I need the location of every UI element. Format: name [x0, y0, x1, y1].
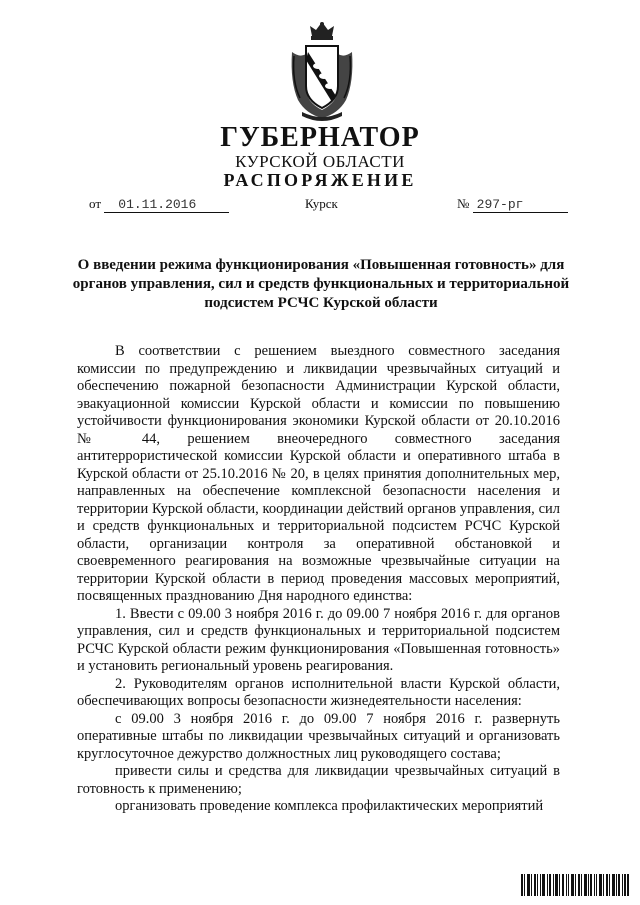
number-underline [473, 196, 568, 213]
body-paragraph-item-2a: с 09.00 3 ноября 2016 г. до 09.00 7 ноября 2016 г. развернуть оперативные штабы по ликвидации чрезвычайных ситуаций и организовать круглосуточное дежурство должностных лиц руководящего состава; [77, 710, 560, 762]
region-title: КУРСКОЙ ОБЛАСТИ [235, 152, 405, 171]
date-underline [104, 196, 229, 213]
city-label: Курск [305, 196, 338, 211]
number-prefix: № [457, 196, 470, 211]
number-value: 297-рг [476, 197, 524, 212]
body-paragraph-item-2: 2. Руководителям органов исполнительной власти Курской области, обеспечивающих вопросы безопасности жизнедеятельности населения: [77, 675, 560, 709]
date-prefix: от [89, 196, 102, 211]
body-paragraph-item-2c: организовать проведение комплекса профилактических мероприятий [115, 798, 544, 814]
governor-title: ГУБЕРНАТОР [220, 122, 420, 153]
body-paragraph-item-1: 1. Ввести с 09.00 3 ноября 2016 г. до 09.00 7 ноября 2016 г. для органов управления, сил и средств функциональных и территориальной подсистем РСЧС Курской области режим функционирования «Повышенная готовность» и установить региональный уровень реагирования. [77, 605, 560, 674]
date-block [89, 196, 229, 213]
number-block [457, 196, 568, 213]
document-body [77, 343, 560, 816]
coat-of-arms-emblem [288, 22, 356, 122]
barcode-image [521, 874, 629, 896]
document-subject: О введении режима функционирования «Повышенная готовность» для органов управления, сил и средств функциональных и территориальной подсистем РСЧС Курской области [72, 257, 570, 311]
document-type-title: РАСПОРЯЖЕНИЕ [223, 170, 417, 190]
body-paragraph-item-2b: привести силы и средства для ликвидации чрезвычайных ситуаций в готовность к применению; [77, 763, 560, 797]
body-paragraph-preamble: В соответствии с решением выездного совместного заседания комиссии по предупреждению и ликвидации чрезвычайных ситуаций и обеспечению пожарной безопасности Администрации Курской области, эвакуационной комиссии Курской области и комиссии по повышению устойчивости функционирования экономики Курской области от 20.10.2016 № 44, решением внеочередного совместного заседания антитеррористической комиссии Курской области и оперативного штаба в Курской области от 25.10.2016 № 20, в целях принятия дополнительных мер, направленных на обеспечение комплексной безопасности населения и территории Курской области, координации действий органов управления, сил и средств функциональных и территориальной подсистем РСЧС Курской области, организации контроля за оперативной обстановкой и своевременного реагирования на возможные чрезвычайные ситуации на территории Курской области в период проведения массовых мероприятий, посвященных празднованию Дня народного единства: [77, 343, 560, 604]
date-value: 01.11.2016 [118, 197, 197, 212]
